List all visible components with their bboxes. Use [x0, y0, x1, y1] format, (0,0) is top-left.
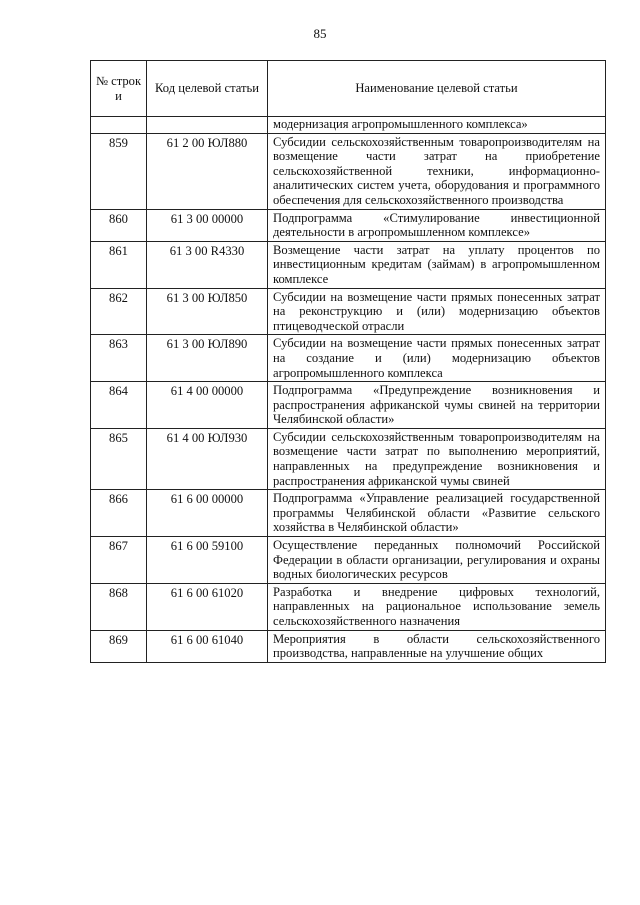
name-cell: Подпрограмма «Предупреждение возникновения и распространения африканской чумы свиней на территории Челябинской области»	[268, 382, 606, 429]
row-number-cell: 863	[91, 335, 147, 382]
table-row	[91, 335, 606, 382]
table-row	[91, 537, 606, 584]
name-cell: Субсидии на возмещение части прямых понесенных затрат на создание и (или) модернизацию объектов агропромышленного комплекса	[268, 335, 606, 382]
table-row	[91, 428, 606, 489]
row-number-cell: 859	[91, 133, 147, 209]
table-row	[91, 209, 606, 241]
code-cell: 61 6 00 61040	[147, 630, 268, 662]
name-cell: Возмещение части затрат на уплату процентов по инвестиционным кредитам (займам) в агропромышленном комплексе	[268, 241, 606, 288]
code-cell: 61 3 00 ЮЛ850	[147, 288, 268, 335]
header-name: Наименование целевой статьи	[268, 61, 606, 117]
table-row	[91, 583, 606, 630]
continuation-row	[91, 117, 606, 134]
budget-table	[90, 60, 606, 663]
table-row	[91, 630, 606, 662]
code-cell: 61 3 00 ЮЛ890	[147, 335, 268, 382]
table-header-row	[91, 61, 606, 117]
code-cell: 61 6 00 59100	[147, 537, 268, 584]
continuation-num-cell	[91, 117, 147, 134]
page-number: 85	[313, 26, 327, 41]
row-number-cell: 862	[91, 288, 147, 335]
row-number-cell: 864	[91, 382, 147, 429]
table-row	[91, 241, 606, 288]
row-number-cell: 865	[91, 428, 147, 489]
table-row	[91, 382, 606, 429]
code-cell: 61 4 00 00000	[147, 382, 268, 429]
code-cell: 61 6 00 61020	[147, 583, 268, 630]
name-cell: Осуществление переданных полномочий Российской Федерации в области организации, регулирования и охраны водных биологических ресурсов	[268, 537, 606, 584]
table-row	[91, 490, 606, 537]
name-cell: Мероприятия в области сельскохозяйственного производства, направленные на улучшение общих	[268, 630, 606, 662]
code-cell: 61 3 00 00000	[147, 209, 268, 241]
row-number-cell: 860	[91, 209, 147, 241]
name-cell: Субсидии сельскохозяйственным товаропроизводителям на возмещение части затрат по выполнению мероприятий, направленных на предупреждение возникновения и распространения африканской чумы свиней	[268, 428, 606, 489]
name-cell: Разработка и внедрение цифровых технологий, направленных на рациональное использование земель сельскохозяйственного назначения	[268, 583, 606, 630]
name-cell: Субсидии сельскохозяйственным товаропроизводителям на возмещение части затрат на приобретение сельскохозяйственной техники, информационно-аналитических систем учета, оборудования и программного обеспечения для сельскохозяйственного производства	[268, 133, 606, 209]
code-cell: 61 2 00 ЮЛ880	[147, 133, 268, 209]
row-number-cell: 866	[91, 490, 147, 537]
header-row-number: № строк и	[91, 61, 147, 117]
table-row	[91, 288, 606, 335]
header-code: Код целевой статьи	[147, 61, 268, 117]
row-number-cell: 867	[91, 537, 147, 584]
name-cell: Субсидии на возмещение части прямых понесенных затрат на реконструкцию и (или) модернизацию объектов птицеводческой отрасли	[268, 288, 606, 335]
name-cell: Подпрограмма «Управление реализацией государственной программы Челябинской области «Развитие сельского хозяйства в Челябинской области»	[268, 490, 606, 537]
code-cell: 61 3 00 R4330	[147, 241, 268, 288]
name-cell: Подпрограмма «Стимулирование инвестиционной деятельности в агропромышленном комплексе»	[268, 209, 606, 241]
row-number-cell: 868	[91, 583, 147, 630]
continuation-code-cell	[147, 117, 268, 134]
row-number-cell: 869	[91, 630, 147, 662]
row-number-cell: 861	[91, 241, 147, 288]
continuation-text: модернизация агропромышленного комплекса»	[268, 117, 606, 134]
table-row	[91, 133, 606, 209]
code-cell: 61 4 00 ЮЛ930	[147, 428, 268, 489]
code-cell: 61 6 00 00000	[147, 490, 268, 537]
